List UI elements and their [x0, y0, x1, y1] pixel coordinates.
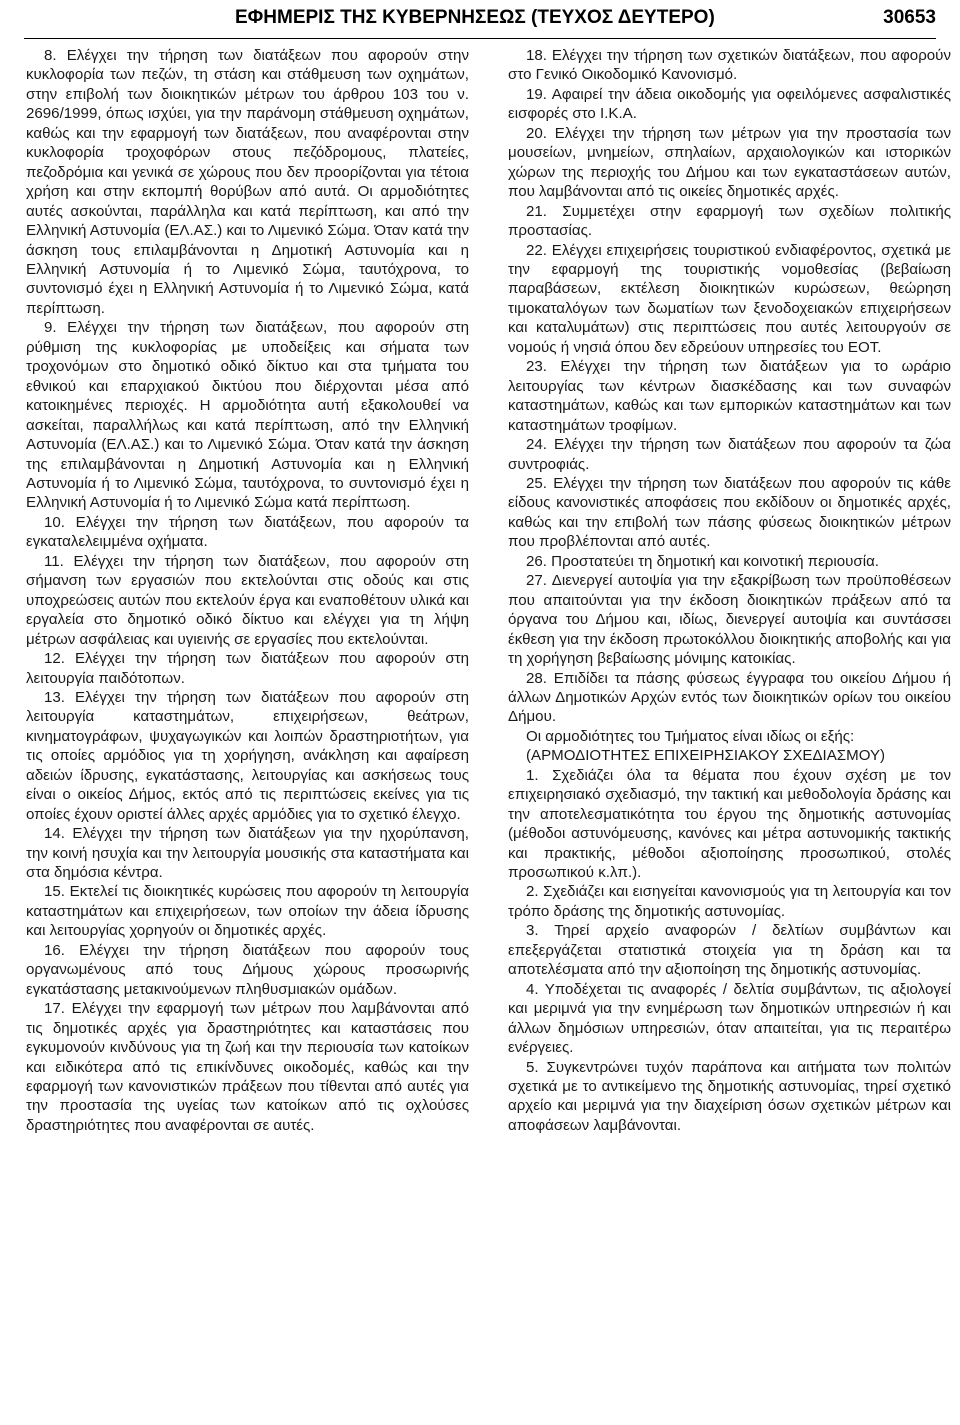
paragraph-14: 14. Ελέγχει την τήρηση των διατάξεων για την ηχορύπανση, την κοινή ησυχία και την λειτουργία μουσικής στα καταστήματα και στα δημόσια κέντρα. [26, 825, 469, 882]
paragraph-25: 25. Ελέγχει την τήρηση των διατάξεων που αφορούν τις κάθε είδους κανονιστικές αποφάσεις που εκδίδουν οι δημοτικές αρχές, καθώς και την επιβολή των πάσης φύσεως διοικητικών μέτρων που προβλέπονται από αυτές. [508, 474, 951, 551]
paragraph-15: 15. Εκτελεί τις διοικητικές κυρώσεις που αφορούν τη λειτουργία καταστημάτων και επιχειρήσεων, των οποίων την άδεια ίδρυσης και λειτουργίας χορηγούν οι δημοτικές αρχές. [26, 883, 469, 940]
planning-item-4: 4. Υποδέχεται τις αναφορές / δελτία συμβάντων, τις αξιολογεί και μεριμνά για την ενημέρωση των δημοτικών υπηρεσιών ή και άλλων δημόσιων υπηρεσιών, όταν απαιτείται, για τις περαιτέρω ενέργειες. [508, 980, 951, 1057]
gazette-title: ΕΦΗΜΕΡΙΣ ΤΗΣ ΚΥΒΕΡΝΗΣΕΩΣ (ΤΕΥΧΟΣ ΔΕΥΤΕΡΟ) [235, 7, 715, 28]
paragraph-9: 9. Ελέγχει την τήρηση των διατάξεων, που αφορούν στη ρύθμιση της κυκλοφορίας με υποδείξεις και σήματα των τροχονόμων στο δημοτικό οδικό δίκτυο και στα τμήματα του εθνικού και επαρχιακού δικτύου που διέρχονται μέσα από κατοικημένες περιοχές. Η αρμοδιότητα αυτή εξακολουθεί να ασκείται, παραλλήλως και κατά περίπτωση, από την Ελληνική Αστυνομία (ΕΛ.ΑΣ.) και το Λιμενικό Σώμα. Όταν κατά την άσκηση της επιλαμβάνονται η Δημοτική Αστυνομία και η Ελληνική Αστυνομία ή το Λιμενικό Σώμα, ταυτόχρονα, το συντονισμό έχει η Ελληνική Αστυνομία ή το Λιμενικό Σώμα κατά περίπτωση. [26, 319, 469, 512]
paragraph-24: 24. Ελέγχει την τήρηση των διατάξεων που αφορούν τα ζώα συντροφιάς. [508, 436, 951, 473]
paragraph-18: 18. Ελέγχει την τήρηση των σχετικών διατάξεων, που αφορούν στο Γενικό Οικοδομικό Κανονισμό. [508, 47, 951, 84]
paragraph-13: 13. Ελέγχει την τήρηση των διατάξεων που αφορούν στη λειτουργία καταστημάτων, επιχειρήσεων, θεάτρων, κινηματογράφων, ψυχαγωγικών και λοιπών δραστηριοτήτων, για τις οποίες αρμόδιος για τη χορήγηση, ανάκληση και αφαίρεση αδειών ίδρυσης, εγκατάστασης, λειτουργίας και ασκήσεως τους είναι ο οικείος Δήμος, εκτός από τις περιπτώσεις εκείνες για τις οποίες έχουν οριστεί άλλες αρχές αρμόδιες για το σχετικό έλεγχο. [26, 688, 469, 823]
paragraph-20: 20. Ελέγχει την τήρηση των μέτρων για την προστασία των μουσείων, μνημείων, σπηλαίων, αρχαιολογικών και ιστορικών χώρων της περιοχής του Δήμου και των εγκαταστάσεων αυτών, που λαμβάνονται από τις οικείες δημοτικές αρχές. [508, 124, 951, 201]
paragraph-28: 28. Επιδίδει τα πάσης φύσεως έγγραφα του οικείου Δήμου ή άλλων Δημοτικών Αρχών εντός των διοικητικών ορίων του οικείου Δήμου. [508, 669, 951, 726]
page-header [24, 4, 936, 39]
paragraph-26: 26. Προστατεύει τη δημοτική και κοινοτική περιουσία. [526, 552, 879, 570]
paragraph-27: 27. Διενεργεί αυτοψία για την εξακρίβωση των προϋποθέσεων που απαιτούνται για την έκδοση διοικητικών πράξεων από τα όργανα του Δήμου και, ιδίως, διενεργεί αυτοψία και συντάσσει έκθεση για την έκδοση πρωτοκόλλου διοικητικής αποβολής και για τη χορήγηση βεβαίωσης μόνιμης κατοικίας. [508, 572, 951, 668]
paragraph-16: 16. Ελέγχει την τήρηση διατάξεων που αφορούν τους οργανωμένους από τους Δήμους χώρους προσωρινής εγκατάστασης μετακινούμενων πληθυσμιακών ομάδων. [26, 941, 469, 998]
paragraph-10: 10. Ελέγχει την τήρηση των διατάξεων, που αφορούν τα εγκαταλελειμμένα οχήματα. [26, 513, 469, 551]
paragraph-23: 23. Ελέγχει την τήρηση των διατάξεων για το ωράριο λειτουργίας των κέντρων διασκέδασης και των συναφών καταστημάτων, καθώς και των εμπορικών καταστημάτων και των καταστημάτων τροφίμων. [508, 358, 951, 434]
left-column [26, 46, 469, 1135]
planning-item-5: 5. Συγκεντρώνει τυχόν παράπονα και αιτήματα των πολιτών σχετικά με το αντικείμενο της δημοτικής αστυνομίας, τηρεί σχετικό αρχείο και μεριμνά για την διαχείριση όσων σχετικών μέτρων και αποφάσεων λαμβάνονται. [508, 1058, 951, 1134]
paragraph-8: 8. Ελέγχει την τήρηση των διατάξεων που αφορούν στην κυκλοφορία των πεζών, τη στάση και στάθμευση των οχημάτων, στην επιβολή των διοικητικών μέτρων του άρθρου 103 του ν. 2696/1999, όπως ισχύει, για την παράνομη στάθμευση οχημάτων, καθώς και την εφαρμογή των διατάξεων, που αναφέρονται στην κυκλοφορία τροχοφόρων στους πεζόδρομους, πλατείες, πεζοδρόμια και γενικά σε χώρους που δεν προορίζονται για τέτοια χρήση και στην εκπομπή θορύβων από αυτά. Οι αρμοδιότητες αυτές ασκούνται, παράλληλα και κατά περίπτωση, και από την Ελληνική Αστυνομία (ΕΛ.ΑΣ.) και το Λιμενικό Σώμα. Όταν κατά την άσκηση τους επιλαμβάνονται η Δημοτική Αστυνομία και η Ελληνική Αστυνομία ή το Λιμενικό Σώμα, ταυτόχρονα, το συντονισμό έχει η Ελληνική Αστυνομία ή το Λιμενικό Σώμα, κατά περίπτωση. [26, 47, 469, 317]
section-heading: (ΑΡΜΟΔΙΟΤΗΤΕΣ ΕΠΙΧΕΙΡΗΣΙΑΚΟΥ ΣΧΕΔΙΑΣΜΟΥ) [526, 747, 886, 765]
planning-item-2: 2. Σχεδιάζει και εισηγείται κανονισμούς για τη λειτουργία και τον τρόπο δράσης της δημοτικής αστυνομίας. [508, 883, 951, 920]
right-column [508, 46, 951, 1135]
paragraph-19: 19. Αφαιρεί την άδεια οικοδομής για οφειλόμενες ασφαλιστικές εισφορές στο Ι.Κ.Α. [508, 85, 951, 123]
section-intro: Οι αρμοδιότητες του Τμήματος είναι ιδίως οι εξής: [526, 727, 855, 745]
planning-item-1: 1. Σχεδιάζει όλα τα θέματα που έχουν σχέση με τον επιχειρησιακό σχεδιασμό, την τακτική και μεθοδολογία δράσης και την αποτελεσματικότητα του έργου της δημοτικής αστυνομίας (μέθοδοι αστυνόμευσης, κανόνες και μέτρα αστυνομικής τακτικής και πρακτικής, μέθοδοι αξιοποίησης προσωπικού, στολές προσωπικού κ.λπ.). [508, 766, 951, 882]
planning-item-3: 3. Τηρεί αρχείο αναφορών / δελτίων συμβάντων και επεξεργάζεται στατιστικά στοιχεία για τη δράση και τα αποτελέσματα από την αξιοποίηση της δημοτικής αστυνομίας. [508, 922, 951, 979]
page-number: 30653 [883, 7, 936, 28]
paragraph-21: 21. Συμμετέχει στην εφαρμογή των σχεδίων πολιτικής προστασίας. [508, 202, 951, 240]
paragraph-17: 17. Ελέγχει την εφαρμογή των μέτρων που λαμβάνονται από τις δημοτικές αρχές για δραστηριότητες και καταστάσεις που εγκυμονούν κινδύνους για τη ζωή και την περιουσία των κατοίκων και ειδικότερα από τις επικίνδυνες οικοδομές, καθώς και την εφαρμογή των κανονιστικών πράξεων που τίθενται από αυτές για την προστασία της υγείας των κατοίκων από τις οχλούσες δραστηριότητες που αναφέρονται σε αυτές. [26, 1000, 469, 1134]
paragraph-12: 12. Ελέγχει την τήρηση των διατάξεων που αφορούν στη λειτουργία παιδότοπων. [26, 650, 469, 687]
paragraph-11: 11. Ελέγχει την τήρηση των διατάξεων, που αφορούν στη σήμανση των εργασιών που εκτελούνται στις οδούς και στις υποχρεώσεις αυτών που εκτελούν έργα και εναποθέτουν υλικά και εργαλεία στο δημοτικό οδικό δίκτυο και ελέγχει για τη λήψη μέτρων ασφάλειας και υγιεινής σε εργασίες που εκτελούνται. [26, 552, 469, 648]
paragraph-22: 22. Ελέγχει επιχειρήσεις τουριστικού ενδιαφέροντος, σχετικά με την εφαρμογή της τουριστικής νομοθεσίας (βεβαίωση παραβάσεων, εκτέλεση διοικητικών κυρώσεων, θεώρηση τιμοκαταλόγων των δωματίων των ξενοδοχειακών επιχειρήσεων και καταλυμάτων) στις περιπτώσεις που αυτές λειτουργούν σε νομούς ή νησιά όπου δεν εδρεύουν υπηρεσίες του ΕΟΤ. [508, 241, 951, 356]
